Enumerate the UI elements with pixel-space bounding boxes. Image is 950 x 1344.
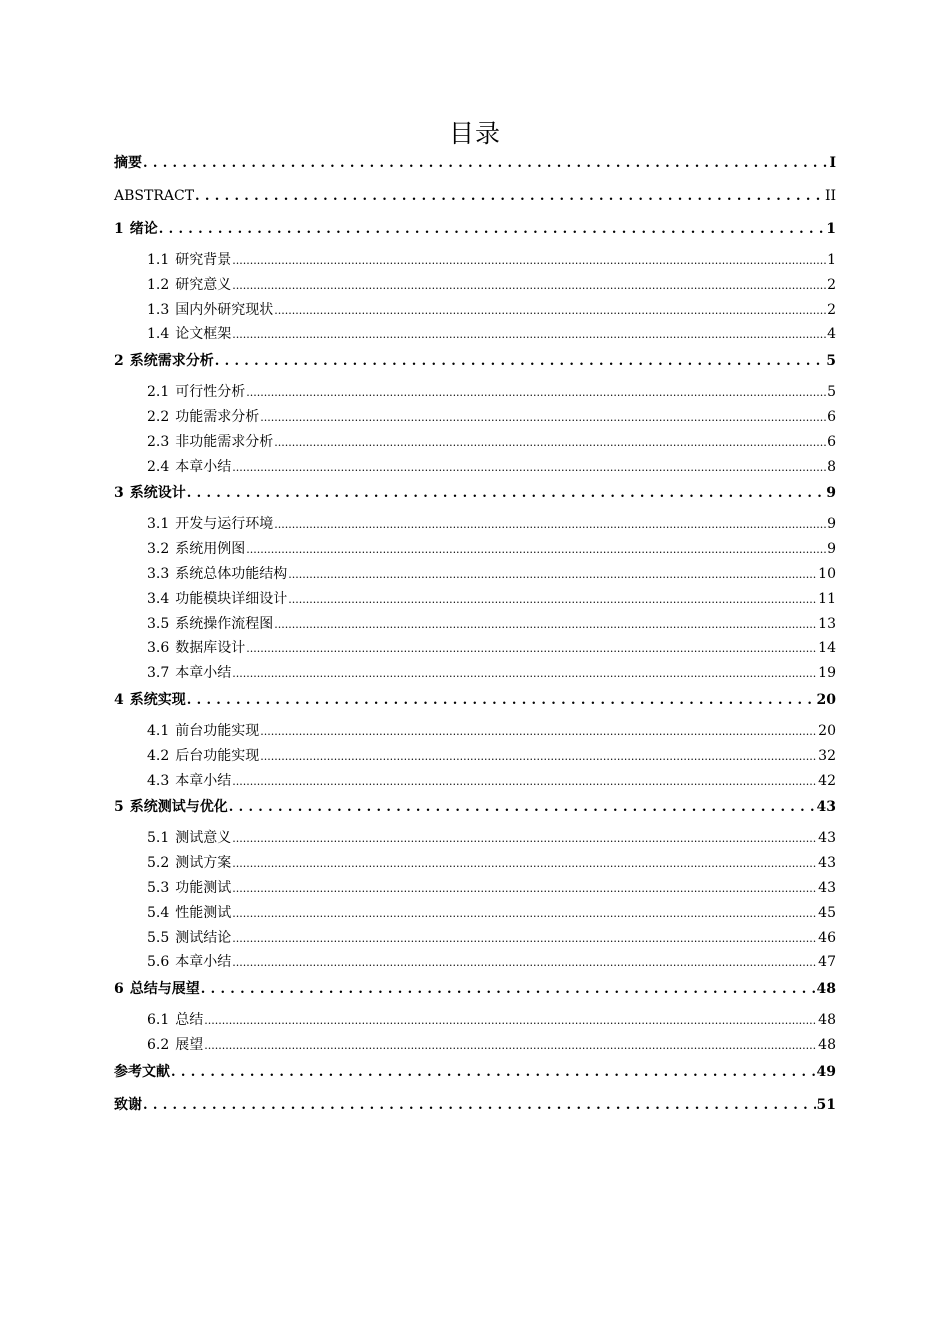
toc-page-number: 6 [827,433,836,450]
toc-entry-number: 2.4 [147,458,170,475]
toc-entry-section[interactable] [114,249,836,274]
toc-entry-number: 1.2 [147,276,170,293]
toc-entry-text: 系统总体功能结构 [175,565,288,582]
toc-page-number: 45 [818,904,836,921]
toc-entry-section[interactable] [114,456,836,481]
dot-leader [260,720,817,743]
toc-entry-text: 开发与运行环境 [175,516,274,533]
toc-entry-number: 2.1 [147,384,170,401]
toc-entry-section[interactable] [114,406,836,431]
dot-leader [246,381,826,404]
toc-entry-label [147,381,245,403]
toc-page-number: II [824,188,836,204]
toc-entry-chapter[interactable] [114,480,836,513]
toc-entry-number: 3.1 [147,516,170,533]
toc-entry-label [147,538,245,560]
toc-entry-text: 功能需求分析 [175,408,260,425]
toc-entry-number: 3.6 [147,640,170,657]
toc-entry-number: 4 [114,691,124,708]
toc-entry-label [114,150,142,176]
dot-leader [159,216,826,243]
toc-entry-chapter[interactable] [114,183,836,216]
toc-entry-label [147,323,231,345]
toc-entry-text: 总结与展望 [129,981,200,998]
toc-entry-text: 本章小结 [175,458,232,475]
dot-leader [274,299,826,322]
toc-entry-text: ABSTRACT [114,188,195,204]
toc-entry-number: 1 [114,221,124,237]
toc-entry-text: 本章小结 [175,665,232,682]
dot-leader [232,902,817,925]
toc-entry-number: 5.5 [147,929,170,946]
toc-entry-text: 数据库设计 [175,640,246,657]
toc-entry-number: 2.2 [147,408,170,425]
toc-entry-chapter[interactable] [114,348,836,381]
toc-entry-text: 系统实现 [129,691,186,708]
toc-page-number: 19 [818,665,836,682]
toc-entry-number: 6.1 [147,1012,170,1029]
toc-entry-label [147,720,259,742]
toc-entry-text: 本章小结 [175,772,232,789]
toc-page-number: 2 [827,301,836,318]
toc-entry-number: 4.3 [147,772,170,789]
toc-entry-section[interactable] [114,299,836,324]
toc-page-number: 47 [818,954,836,971]
toc-entry-number: 3.3 [147,565,170,582]
dot-leader [246,637,817,660]
toc-entry-section[interactable] [114,637,836,662]
toc-entry-text: 后台功能实现 [175,747,260,764]
dot-leader [232,323,826,346]
toc-page-number: 48 [818,1036,836,1053]
toc-entry-label [114,1059,170,1085]
toc-entry-text: 摘要 [114,155,142,171]
toc-entry-number: 5.6 [147,954,170,971]
toc-page-number: 20 [818,722,836,739]
toc-entry-label [147,563,287,585]
toc-page-number: 43 [816,799,836,816]
toc-entry-label [114,183,194,209]
toc-entry-chapter[interactable] [114,216,836,249]
toc-entry-number: 5.2 [147,855,170,872]
toc-page-number: 14 [818,640,836,657]
toc-page-number: 51 [816,1096,836,1113]
dot-leader [171,1059,816,1086]
toc-entry-chapter[interactable] [114,976,836,1009]
toc-entry-number: 2 [114,353,124,370]
toc-entry-section[interactable] [114,431,836,456]
toc-entry-number: 1.1 [147,252,170,268]
toc-entry-text: 研究背景 [175,252,232,268]
toc-entry-label [147,249,231,271]
toc-page-number: 43 [818,855,836,872]
toc-entry-text: 国内外研究现状 [175,301,274,318]
toc-entry-number: 3.7 [147,665,170,682]
toc-entry-chapter[interactable] [114,1059,836,1092]
toc-entry-label [114,216,158,242]
toc-entry-text: 总结 [175,1012,204,1029]
toc-entry-text: 功能模块详细设计 [175,590,288,607]
toc-entry-text: 研究意义 [175,276,232,293]
dot-leader [274,613,817,636]
toc-entry-number: 3 [114,485,124,502]
toc-entry-label [147,951,231,973]
dot-leader [274,431,826,454]
toc-page-number: 1 [827,252,836,268]
toc-entry-text: 绪论 [129,221,158,237]
toc-entry-label [114,794,228,820]
toc-entry-label [114,976,200,1002]
page-title: 目录 [448,119,501,148]
toc-page-number: 13 [818,615,836,632]
dot-leader [232,662,817,685]
toc-entry-text: 系统测试与优化 [129,799,228,816]
dot-leader [274,513,826,536]
dot-leader [143,1092,816,1119]
toc-entry-label [147,613,273,635]
toc-entry-label [147,877,231,899]
toc-entry-number: 5.1 [147,830,170,847]
toc-entry-section[interactable] [114,852,836,877]
toc-entry-label [147,274,231,296]
toc-entry-label [147,456,231,478]
toc-entry-section[interactable] [114,951,836,976]
dot-leader [229,794,816,821]
toc-page-number: 9 [827,516,836,533]
toc-entry-number: 3.4 [147,590,170,607]
toc-entry-section[interactable] [114,513,836,538]
toc-page-number: 8 [827,458,836,475]
toc-entry-label [147,588,287,610]
toc-page-number: 46 [818,929,836,946]
toc-page-number: 43 [818,879,836,896]
toc-page-number: 1 [826,221,836,237]
toc-entry-text: 系统设计 [129,485,186,502]
toc-entry-section[interactable] [114,1034,836,1059]
toc-entry-label [147,852,231,874]
toc-page-number: 48 [816,981,836,998]
toc-entry-number: 6 [114,981,124,998]
toc-entry-number: 6.2 [147,1036,170,1053]
dot-leader [204,1034,817,1057]
toc-entry-section[interactable] [114,770,836,795]
toc-entry-label [147,745,259,767]
dot-leader [288,563,817,586]
toc-entry-label [147,637,245,659]
toc-entry-label [147,299,273,321]
toc-entry-text: 展望 [175,1036,204,1053]
toc-entry-section[interactable] [114,563,836,588]
dot-leader [215,348,826,375]
toc-entry-label [147,662,231,684]
toc-page-number: 20 [816,691,836,708]
toc-entry-section[interactable] [114,1009,836,1034]
dot-leader [201,976,816,1003]
toc-entry-text: 功能测试 [175,879,232,896]
toc-entry-number: 1.3 [147,301,170,318]
toc-page-number: 32 [818,747,836,764]
toc-entry-text: 非功能需求分析 [175,433,274,450]
dot-leader [195,183,824,210]
toc-entry-label [147,902,231,924]
toc-entry-label [114,348,214,374]
toc-entry-section[interactable] [114,720,836,745]
toc-entry-number: 1.4 [147,326,170,343]
dot-leader [232,249,826,272]
toc-page-number: 9 [827,541,836,558]
toc-entry-section[interactable] [114,877,836,902]
dot-leader [232,852,817,875]
toc-entry-section[interactable] [114,613,836,638]
toc-entry-number: 5.4 [147,904,170,921]
toc-entry-section[interactable] [114,927,836,952]
dot-leader [232,274,826,297]
toc-page-number: 5 [827,384,836,401]
toc-entry-text: 论文框架 [175,326,232,343]
toc-entry-text: 性能测试 [175,904,232,921]
dot-leader [232,456,826,479]
toc-page-number: 43 [818,830,836,847]
toc-entry-text: 测试方案 [175,855,232,872]
toc-entry-section[interactable] [114,588,836,613]
toc-page-number: 6 [827,408,836,425]
toc-entry-text: 测试结论 [175,929,232,946]
toc-entry-section[interactable] [114,381,836,406]
toc-entry-chapter[interactable] [114,687,836,720]
dot-leader [232,877,817,900]
toc-entry-label [147,770,231,792]
dot-leader [232,951,817,974]
toc-entry-number: 5 [114,799,124,816]
toc-entry-label [147,927,231,949]
dot-leader [143,150,828,177]
toc-entry-label [147,1009,203,1031]
toc-entry-chapter[interactable] [114,150,836,183]
toc-entry-section[interactable] [114,827,836,852]
toc-entry-text: 本章小结 [175,954,232,971]
toc-entry-number: 4.1 [147,722,170,739]
toc-entry-section[interactable] [114,323,836,348]
dot-leader [232,827,817,850]
toc-entry-label [114,480,186,506]
toc-entry-section[interactable] [114,538,836,563]
toc-entry-text: 系统操作流程图 [175,615,274,632]
toc-entry-number: 4.2 [147,747,170,764]
toc-entry-label [114,687,186,713]
dot-leader [288,588,817,611]
dot-leader [260,406,826,429]
dot-leader [187,687,816,714]
toc-page-number: 48 [818,1012,836,1029]
toc-entry-text: 系统用例图 [175,541,246,558]
table-of-contents [114,150,836,1125]
toc-page-number: I [829,155,836,171]
dot-leader [204,1009,817,1032]
toc-entry-label [147,406,259,428]
dot-leader [260,745,817,768]
toc-entry-section[interactable] [114,745,836,770]
toc-entry-text: 测试意义 [175,830,232,847]
toc-page-number: 49 [816,1063,836,1080]
toc-entry-number: 5.3 [147,879,170,896]
toc-entry-chapter[interactable] [114,1092,836,1125]
toc-entry-number: 3.5 [147,615,170,632]
toc-entry-label [147,513,273,535]
toc-entry-text: 前台功能实现 [175,722,260,739]
dot-leader [246,538,826,561]
toc-entry-chapter[interactable] [114,794,836,827]
toc-entry-text: 致谢 [114,1096,142,1113]
toc-page-number: 9 [826,485,836,502]
toc-page-number: 2 [827,276,836,293]
toc-entry-section[interactable] [114,274,836,299]
toc-page-number: 42 [818,772,836,789]
toc-page-number: 10 [818,565,836,582]
dot-leader [232,770,817,793]
dot-leader [187,480,826,507]
toc-entry-text: 系统需求分析 [129,353,214,370]
toc-page-number: 4 [827,326,836,343]
toc-entry-label [114,1092,142,1118]
toc-entry-label [147,431,273,453]
toc-entry-text: 参考文献 [114,1063,170,1080]
toc-entry-section[interactable] [114,662,836,687]
toc-entry-label [147,1034,203,1056]
toc-page-number: 5 [826,353,836,370]
toc-entry-text: 可行性分析 [175,384,246,401]
toc-entry-number: 2.3 [147,433,170,450]
toc-entry-label [147,827,231,849]
toc-entry-section[interactable] [114,902,836,927]
toc-page-number: 11 [818,590,836,607]
toc-entry-number: 3.2 [147,541,170,558]
dot-leader [232,927,817,950]
